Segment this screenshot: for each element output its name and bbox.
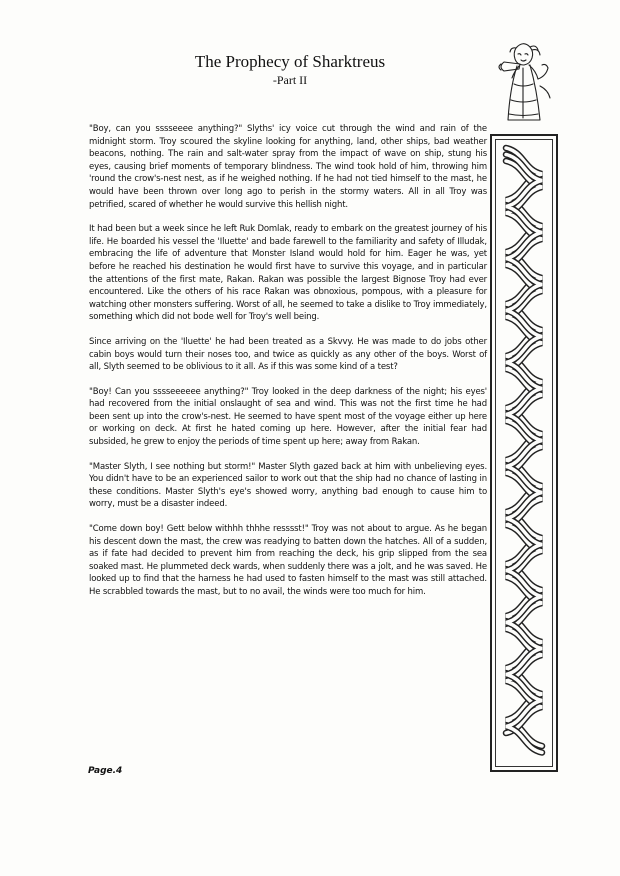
paragraph: "Come down boy! Gett below withhh thhhe resssst!" Troy was not about to argue. As he began his descent down the mast, the crew was readying to batten down the hatches. All of a sudden, as if fate had decided to prevent him from reaching the deck, his grip slipped from the sea soaked mast. He plummeted deck wards, when suddenly there was a jolt, and he was saved. He looked up to find that the harness he had used to fasten himself to the mast was still attached. He scrabbled towards the mast, but to no avail, the winds were too much for him. — [89, 524, 487, 597]
paragraph: "Boy, can you sssseeee anything?" Slyths' icy voice cut through the wind and rain of the midnight storm. Troy scoured the skyline looking for anything, land, other ships, bad weather beacons, nothing. The rain and salt-water spray from the impact of wave on ship, stung his eyes, causing brief moments of temporary blindness. The wind took hold of him, throwing him 'round the crow's-nest nest, as if he weighed nothing. If he had not tied himself to the mast, he would have been thrown over long ago to perish in the stormy waters. All in all Troy was petrified, scared of whether he would survive this hellish night. — [89, 124, 487, 210]
paragraph: Since arriving on the 'Iluette' he had been treated as a Skvvy. He was made to do jobs other cabin boys would turn their noses too, and twice as quickly as any other of the boys. Worst of all, Slyth seemed to be oblivious to it all. As if this was some kind of a test? — [89, 336, 487, 373]
page-title: The Prophecy of Sharktreus — [194, 52, 386, 71]
page-number: Page.4 — [88, 766, 123, 776]
story-text — [89, 123, 487, 611]
page-subtitle: -Part II — [272, 73, 308, 87]
celtic-knot-border-icon — [490, 134, 558, 772]
paragraph: It had been but a week since he left Ruk Domlak, ready to embark on the greatest journey of his life. He boarded his vessel the 'Iluette' and bade farewell to the familiarity and safety of Illudak, embracing the life of adventure that Monster Island would hold for him. Eager he was, yet before he reached his destination he would first have to survive this voyage, and in particular the attentions of the first mate, Rakan. Rakan was possible the largest Bignose Troy had ever encountered. Like the others of his race Rakan was obnoxious, pompous, with a pleasure for watching other monsters suffering. Worst of all, he seemed to take a dislike to Troy immediately, something which did not bode well for Troy's well being. — [89, 224, 487, 323]
robed-figure-illustration-icon — [490, 38, 556, 124]
paragraph: "Boy! Can you sssseeeeee anything?" Troy looked in the deep darkness of the night; his eyes' had recovered from the initial onslaught of sea and wind. This was not the first time he had been sent up into the crow's-nest. He seemed to have spent most of the voyage either up here or working on deck. At first he hated coming up here. However, after the initial fear had subsided, he grew to enjoy the periods of time spent up here; away from Rakan. — [89, 386, 487, 448]
paragraph: "Master Slyth, I see nothing but storm!" Master Slyth gazed back at him with unbelieving eyes. You didn't have to be an experienced sailor to work out that the ship had no chance of lasting in these conditions. Master Slyth's eye's showed worry, anything bad enough to cause him to worry, must be a disaster indeed. — [89, 461, 487, 510]
